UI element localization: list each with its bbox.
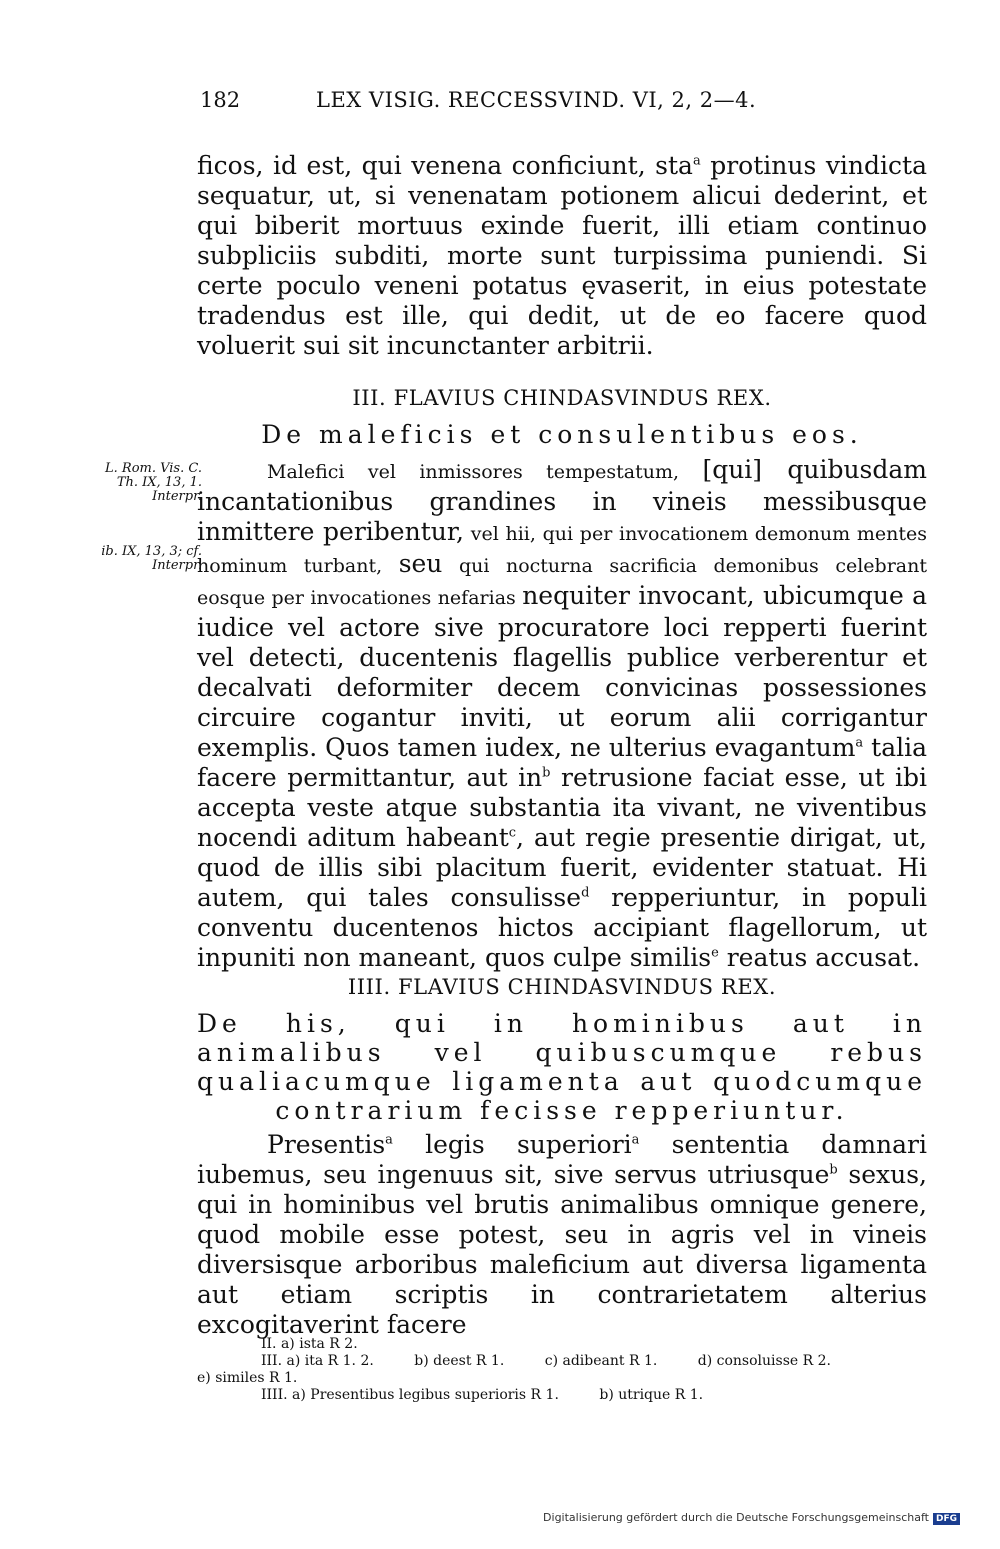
footnote-ref: a	[692, 153, 701, 169]
footnote-line: III. a) ita R 1. 2. b) deest R 1. c) adibeant R 1. d) consoluisse R 2.	[261, 1353, 831, 1369]
section-3-body: Malefici vel inmissores tempestatum, [qui] quibusdam incantationibus grandines in vineis messibusque inmittere peribentur, vel hii, qui per invocationem demonum mentes hominum turbant, seu qui nocturna sacrificia demonibus celebrant eosque per invocationes nefarias nequiter invocant, ubicumque a iudice vel actore sive procuratore loci repperti fuerint vel detecti, ducentenis flagellis publice verberentur et decalvati deformiter decem convicinas possessiones circuire cogantur inviti, ut eorum alii corrigantur exemplis. Quos tamen iudex, ne ulterius evagantum$^a$ talia facere permittantur, aut $in^b$ retrusione faciat esse, ut ibi accepta veste atque substantia ita vivant, ne viventibus nocendi aditum habeant$^c$, aut regie presentie dirigat, ut, quod de illis sibi placitum fuerit, evidenter statuat. Hi autem, qui tales consulisse$^d$ repperiuntur, in populi conventu ducentenos hictos accipiant flagellorum, ut inpuniti non maneant, quos culpe similis$^e$ reatus accusat.	[197, 455, 928, 972]
footnote-ref: a	[855, 735, 864, 751]
section-4-heading: IIII. FLAVIUS CHINDASVINDUS REX.	[347, 975, 777, 999]
section-4-body: Presentis$^a$ legis superiori$^a$ sententia damnari iubemus, seu ingenuus sit, sive servus utriusque$^b$ sexus, qui in hominibus vel brutis animalibus omnique genere, quod mobile esse potest, seu in agris vel in vineis diversisque arboribus maleficium aut diversa ligamenta aut etiam scriptis in contrarietatem alterius excogitaverint facere	[197, 1130, 927, 1339]
footnote-ref: e	[711, 945, 719, 961]
page-header	[196, 88, 926, 122]
footnote-ref: c	[508, 825, 517, 841]
page-number: 182	[200, 88, 241, 112]
footnote-line: II. a) ista R 2.	[261, 1336, 358, 1352]
section-2-tail: ficos, id est, qui venena conficiunt, sta$^a$ protinus vindicta sequatur, ut, si venenatam potionem alicui dederint, et qui biberit mortuus exinde fuerit, illi etiam continuo subpliciis subditi, morte sunt turpissima puniendi. Si certe poculo veneni potatus ęvaserit, in eius potestate tradendus est ille, qui dedit, ut de eo facere quod voluerit sui sit incunctanter arbitrii.	[197, 151, 927, 360]
footnote-line: IIII. a) Presentibus legibus superioris R 1. b) utrique R 1.	[261, 1387, 704, 1403]
section-3-rubric: De maleficis et consulentibus eos.	[261, 420, 863, 449]
margin-note-2: ib. IX, 13, 3; cf. Interpr.	[101, 544, 202, 573]
footnote-ref: b	[542, 765, 551, 781]
footnote-ref: a	[385, 1132, 393, 1148]
digitization-credit: Digitalisierung gefördert durch die Deutsche Forschungsgemeinschaft DFG	[543, 1511, 960, 1525]
running-title: LEX VISIG. RECCESSVIND. VI, 2, 2—4.	[316, 88, 757, 112]
section-4-rubric: De his, qui in hominibus aut in animalibus vel quibuscumque rebus qualiacumque ligamenta aut quodcumque contrarium fecisse repperiuntur.	[197, 1009, 927, 1125]
section-3-heading: III. FLAVIUS CHINDASVINDUS REX.	[352, 386, 772, 410]
footnote-ref: a	[631, 1132, 640, 1148]
footnote-line: e) similes R 1.	[197, 1370, 298, 1386]
dfg-logo: DFG	[933, 1513, 960, 1525]
footnote-ref: d	[581, 885, 590, 901]
footnote-ref: b	[829, 1162, 838, 1178]
margin-note-1: L. Rom. Vis. C. Th. IX, 13, 1. Interpr.	[105, 461, 202, 504]
footnotes	[197, 1336, 927, 1404]
